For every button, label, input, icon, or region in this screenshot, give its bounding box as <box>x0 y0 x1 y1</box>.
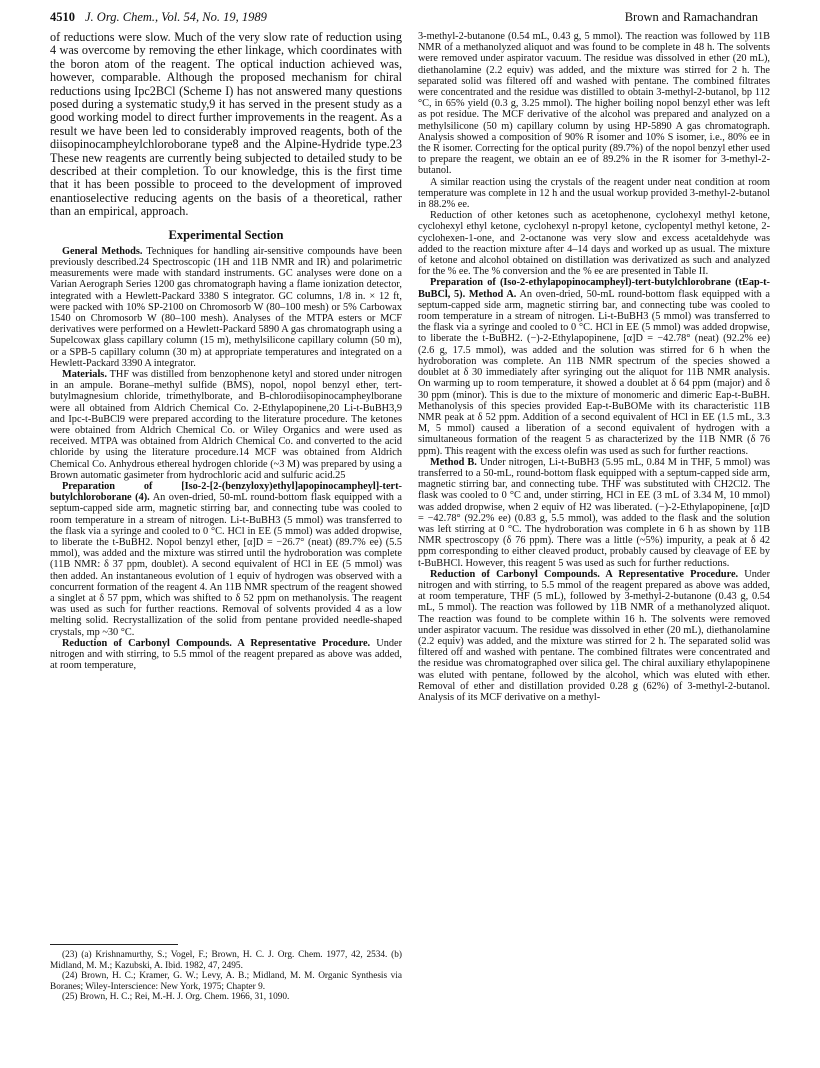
preparation-4-text: An oven-dried, 50-mL round-bottom flask equipped with a septum-capped side arm, magnetic stirring bar, and connecting tube was cooled to room temperature in a stream of nitrogen. Li-t-BuBH3 (5 mmol) was transferred to the flask via a syringe and cooled to 0 °C. HCl in EE (5 mmol) was added dropwise, to liberate the t-BuBH2. Nopol benzyl ether, [α]D = −26.7° (neat) (89.7% ee) (5.5 mmol), was added and the mixture was stirred until the hydroboration was complete (11B NMR: δ 37 ppm, doublet). A second equivalent of HCl in EE (5 mmol) was then added. An instantaneous evolution of 1 equiv of hydrogen was observed with a concurrent formation of the reagent 4. An 11B NMR spectrum of the reagent showed a singlet at δ 57 ppm, which was shifted to δ 52 ppm on methanolysis. The reagent was used as such for further reactions. Removal of solvents provided 4 as a low melting solid. Recrystallization of the solid from pentane provided needle-shaped crystals, mp ~30 °C. <box>50 492 402 638</box>
footnote-24: (24) Brown, H. C.; Kramer, G. W.; Levy, A. B.; Midland, M. M. Organic Synthesis via Boranes; Wiley-Interscience: New York, 1975; Chapter 9. <box>50 971 402 992</box>
reduction-procedure-heading: Reduction of Carbonyl Compounds. A Representative Procedure. <box>62 637 371 649</box>
footnotes <box>50 944 402 1003</box>
continued-paragraph: 3-methyl-2-butanone (0.54 mL, 0.43 g, 5 mmol). The reaction was followed by 11B NMR of a methanolyzed aliquot and was found to be complete in 48 h. The solvents were removed under aspirator vacuum. The residue was dissolved in ether (20 mL), diethanolamine (2.2 equiv) was added, and the mixture was stirred for 2 h. The separated solid was filtered off and washed with pentane. The combined filtrates were concentrated and the residue was distilled to obtain 3-methyl-2-butanol, bp 112 °C, in 65% yield (0.3 g, 3.25 mmol). The higher boiling nopol benzyl ether was left as pot residue. The MCF derivative of the alcohol was prepared and analyzed on a methylsilicone (50 m) capillary column by using HP-5890 A gas chromatograph. Analysis showed a composition of 90% R isomer and 10% S isomer, i.e., 80% ee in the R isomer. Correcting for the optical purity (89.7%) of the nopol benzyl ether used to prepare the reagent, we obtain an ee of 89.2% in the R isomer for 3-methyl-2-butanol. <box>418 31 770 177</box>
reduction-procedure-2-paragraph <box>418 569 770 703</box>
journal-citation: J. Org. Chem., Vol. 54, No. 19, 1989 <box>85 10 267 24</box>
reduction-procedure-paragraph <box>50 638 402 672</box>
reduction-procedure-2-text: Under nitrogen and with stirring, to 5.5 mmol of the reagent prepared as above was added, at room temperature, THF (5 mL), followed by 3-methyl-2-butanone (0.43 g, 0.54 mL, 5 mmol). The reaction was followed by 11B NMR of a methanolyzed aliquot. The reaction was found to be complete within 16 h. The solvents were removed under aspirator vacuum. The residue was dissolved in ether (20 mL), diethanolamine (2.2 equiv) was added, and the mixture was stirred for 2 h. The separated solid was filtered off and washed with pentane. The combined filtrates were concentrated and the residue was chromatographed over silica gel. The chiral auxiliary ethylapopinene was eluted with pentane, followed by the alcohol, which was eluted with ether. Removal of ether and distillation provided 0.28 g (62%) of 3-methyl-2-butanol. Analysis of its MCF derivative on a methyl- <box>418 568 771 703</box>
reduction-procedure-text: Under nitrogen and with stirring, to 5.5 mmol of the reagent prepared as above was added, at room temperature, <box>50 637 403 672</box>
method-b-heading: Method B. <box>430 456 477 468</box>
right-column <box>418 31 770 703</box>
method-b-text: Under nitrogen, Li-t-BuBH3 (5.95 mL, 0.84 M in THF, 5 mmol) was transferred to a 50-mL, round-bottom flask equipped with a septum-capped side arm, magnetic stirring bar, and connecting tube. THF was substituted with CH2Cl2. The flask was cooled to 0 °C and, under stirring, HCl in EE (3 mL of 3.34 M, 10 mmol) was added dropwise, when 2 equiv of H2 was liberated. (−)-2-Ethylapopinene, [α]D = −42.78° (92.2% ee) (0.83 g, 5.5 mmol), was added to the flask and the solution was left stirring at 0 °C. The hydroboration was complete in 6 h as shown by 11B NMR spectroscopy (δ 76 ppm). There was a little (~5%) impurity, a peak at δ 42 ppm corresponding to either cleaved product, probably caused by cleavage of EE by t-BuBHCl. However, this reagent 5 was used as such for further reductions. <box>418 456 771 569</box>
other-ketones-paragraph: Reduction of other ketones such as acetophenone, cyclohexyl methyl ketone, cyclohexyl ethyl ketone, cyclohexyl n-propyl ketone, cyclopentyl methyl ketone, 2-cyclohexen-1-one, and 2-octanone was very slow and excess acetaldehyde was added to the reaction mixture after 4–14 days and worked up as usual. The mixture of ketone and alcohol obtained on distillation was derivatized as such and analyzed for the % ee. The % conversion and the % ee are presented in Table II. <box>418 210 770 278</box>
general-methods-heading: General Methods. <box>62 245 143 257</box>
preparation-5-heading: Preparation of (Iso-2-ethylapopinocampheyl)-tert-butylchlorobrane (tEap-t-BuBCl, 5). Method A. <box>418 277 770 300</box>
materials-heading: Materials. <box>62 368 107 380</box>
materials-text: THF was distilled from benzophenone ketyl and stored under nitrogen in an ampule. Borane–methyl sulfide (BMS), nopol, nopol benzyl ether, tert-butylmagnesium chloride, trimethylborate, and B-chlorodiisopinocampheylborane were all obtained from Aldrich Chemical Co. 2-Ethylapopinene,20 Li-t-BuBH3,9 and Ipc-t-BuBCl9 were prepared according to the literature procedure. The ketones were obtained from Aldrich Chemical Co. or Wiley Organics and were used as received. MTPA was obtained from Aldrich Chemical Co. and converted to the acid chloride by using the literature procedure.14 MCF was obtained from Aldrich Chemical Co. Anhydrous ethereal hydrogen chloride (~3 M) was prepared by using a Brown automatic gasimeter from hydrochloric acid and sulfuric acid.25 <box>50 368 402 481</box>
running-authors: Brown and Ramachandran <box>624 10 758 24</box>
intro-paragraph: of reductions were slow. Much of the very slow rate of reduction using 4 was overcome by removing the ether linkage, which coordinates with the boron atom of the reagent. The optical induction achieved was, however, comparable. Although the proposed mechanism for chiral reductions using Ipc2BCl (Scheme I) has not answered many questions posed during a systematic study,9 it has served in the present study as a good working model to direct further improvements in the reagent. As a result we have been led to considerably improved reagents, both of the diisopinocampheylchloroborane type8 and the Alpine-Hydride type.23 These new reagents are currently being subjected to detailed study to be described at their completion. To our knowledge, this is the first time that it has been possible to proceed to the development of improved enantioselective reducing agents on the basis of a theoretical, rather than an empirical, approach. <box>50 30 402 219</box>
general-methods-text: Techniques for handling air-sensitive compounds have been previously described.24 Spectroscopic (1H and 11B NMR and IR) and polarimetric measurements were made with standard instruments. GC analyses were done on a Varian Aerograph Series 1200 gas chromatograph having a flame ionization detector, integrated with a Hewlett-Packard 3380 S integrator. GC columns, 1/8 in. × 12 ft, were packed with 10% SP-2100 on Chromosorb W (80–100 mesh) or 5% Carbowax 1540 on Chromosorb W (80–100 mesh). Analyses of the MTPA esters or MCF derivatives were performed on a Hewlett-Packard 5890 A gas chromatograph using a Supelcowax glass capillary column (15 m), methylsilicone capillary column (50 m), or a SPB-5 capillary column (30 m) at appropriate temperatures and integrated on a Hewlett-Packard 3390 A integrator. <box>50 245 403 369</box>
preparation-4-paragraph <box>50 481 402 638</box>
section-title: Experimental Section <box>168 227 284 242</box>
footnote-divider <box>50 944 178 945</box>
footnote-25: (25) Brown, H. C.; Rei, M.-H. J. Org. Chem. 1966, 31, 1090. <box>62 992 290 1003</box>
page-header <box>50 10 758 30</box>
preparation-4-heading: Preparation of [Iso-2-[2-(benzyloxy)ethyl]apopinocampheyl]-tert-butylchloroborane (4). <box>50 480 402 504</box>
general-methods-paragraph <box>50 246 402 369</box>
similar-reaction-paragraph: A similar reaction using the crystals of the reagent under neat condition at room temperature was complete in 12 h and the usual workup provided 3-methyl-2-butanol in 88.2% ee. <box>418 176 770 211</box>
preparation-5-text: An oven-dried, 50-mL round-bottom flask equipped with a septum-capped side arm, magnetic stirring bar, and connecting tube was cooled to room temperature in a stream of nitrogen. Li-t-BuBH3 (5 mmol) was transferred to the flask via a syringe and cooled to 0 °C. HCl in EE (5 mmol) was added dropwise, to liberate the t-BuBH2. (−)-2-Ethylapopinene, [α]D = −42.78° (neat) (92.2% ee) (2.6 g, 17.5 mmol), was added and the solution was stirred for 6 h when the hydroboration was complete. An 11B NMR spectrum of the species showed a doublet at δ 30 immediately after syringing out the aliquot for 11B NMR analysis. On warming up to room temperature, it showed a doublet at δ 64 ppm (major) and δ 30 ppm (minor). This is due to the mixture of monomeric and dimeric Eap-t-BuBH. Methanolysis of this species provided Eap-t-BuBOMe with its characteristic 11B NMR peak at δ 52 ppm. Addition of a second equivalent of HCl in EE (1.5 mL, 3.3 M, 5 mmol) caused a liberation of a second equivalent of hydrogen with a simultaneous formation of the reagent 5 as characterized by the 11B NMR (δ 76 ppm). This reagent with the excess olefin was used as such for further reactions. <box>418 288 770 457</box>
reduction-procedure-2-heading: Reduction of Carbonyl Compounds. A Representative Procedure. <box>430 568 739 580</box>
method-b-paragraph <box>418 457 770 569</box>
footnote-23: (23) (a) Krishnamurthy, S.; Vogel, F.; Brown, H. C. J. Org. Chem. 1977, 42, 2534. (b) Midland, M. M.; Kazubski, A. Ibid. 1982, 47, 2495. <box>50 950 402 971</box>
page-number: 4510 <box>50 10 75 24</box>
left-column <box>50 31 402 671</box>
materials-paragraph <box>50 369 402 481</box>
preparation-5-paragraph <box>418 277 770 456</box>
